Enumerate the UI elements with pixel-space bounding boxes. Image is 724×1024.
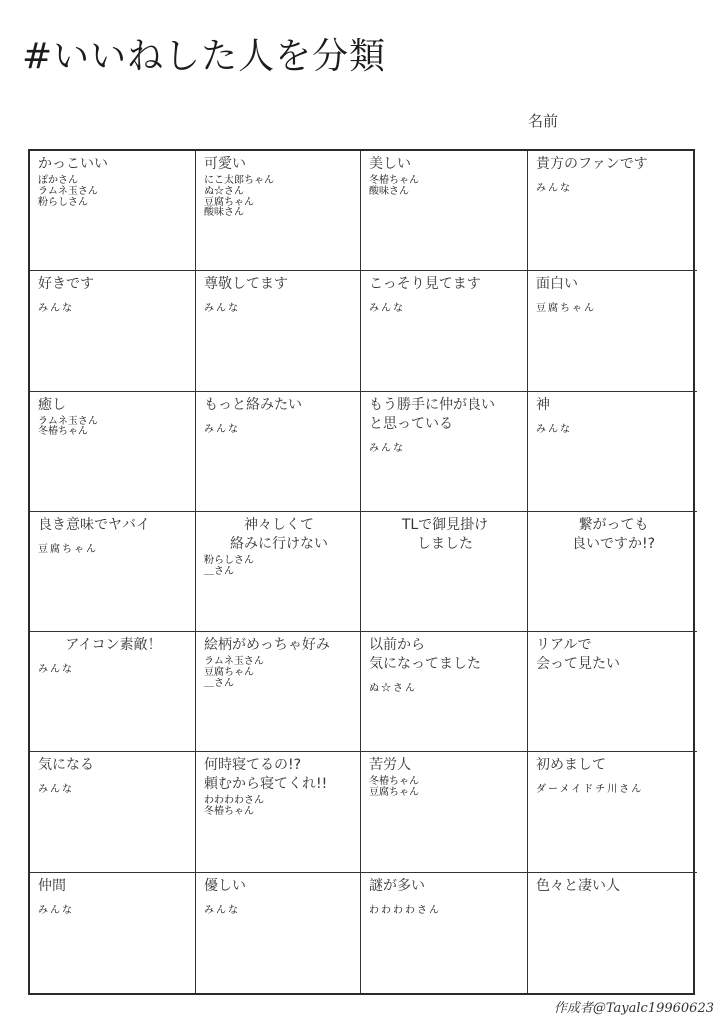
name-field-label: 名前 [528, 112, 559, 130]
category-label: 苦労人 [369, 757, 411, 774]
category-label: 良き意味でヤバイ [38, 516, 150, 533]
handwritten-name: わわわわさん [204, 795, 264, 807]
category-label: こっそり見てます [369, 276, 481, 293]
category-label: 絵柄がめっちゃ好み [204, 637, 330, 654]
handwritten-name: みんな [536, 183, 572, 194]
category-cell [528, 632, 697, 752]
name-list [369, 444, 521, 455]
category-label: 可愛い [204, 156, 246, 172]
category-label: TLで御見掛け しました [401, 516, 489, 552]
handwritten-name: みんな [204, 423, 240, 435]
category-cell [30, 392, 196, 512]
handwritten-name: 酸味さん [204, 207, 244, 219]
category-label: もっと絡みたい [204, 396, 302, 413]
handwritten-name: ラムネ玉さん [38, 185, 98, 197]
category-label: 気になる [38, 757, 94, 774]
category-label: 癒し [38, 396, 66, 413]
name-list [38, 906, 189, 917]
category-cell [528, 271, 697, 391]
name-list [38, 665, 189, 676]
category-label: 面白い [536, 276, 578, 293]
category-cell [528, 873, 697, 993]
classification-grid [28, 149, 695, 995]
name-list [369, 684, 521, 695]
handwritten-name: 豆腐ちゃん [369, 787, 419, 799]
name-list [38, 304, 189, 315]
category-cell [361, 392, 528, 512]
name-list [204, 796, 354, 818]
category-label: 謎が多い [369, 877, 425, 894]
creator-credit: 作成者@Tayalc19960623 [553, 1001, 714, 1016]
category-label: 何時寝てるの!? 頼むから寝てくれ!! [204, 757, 328, 793]
handwritten-name: みんな [38, 664, 74, 676]
handwritten-name: ラムネ玉さん [38, 415, 98, 427]
handwritten-name: わわわわさん [369, 904, 441, 916]
name-list [204, 906, 354, 917]
category-cell [361, 512, 528, 632]
name-list [38, 545, 189, 556]
category-label: 好きです [38, 276, 94, 293]
name-list [369, 176, 521, 198]
category-cell [196, 752, 361, 872]
handwritten-name: 粉らしさん [204, 554, 254, 566]
category-cell [528, 392, 697, 512]
category-cell [30, 752, 196, 872]
category-label: アイコン素敵！ [65, 637, 162, 654]
category-cell [196, 392, 361, 512]
category-cell [361, 151, 528, 271]
category-cell [196, 271, 361, 391]
handwritten-name: 冬椿ちゃん [38, 426, 88, 438]
handwritten-name: ぽかさん [38, 175, 78, 186]
handwritten-name: ぬ☆さん [204, 185, 244, 197]
category-cell [528, 151, 697, 271]
category-cell [528, 752, 697, 872]
category-cell [30, 271, 196, 391]
category-label: もう勝手に仲が良い と思っている [369, 396, 495, 432]
name-list [369, 304, 521, 315]
category-cell [30, 632, 196, 752]
handwritten-name: みんな [369, 442, 405, 454]
handwritten-name: 酸味さん [369, 185, 409, 197]
handwritten-name: ＿さん [204, 677, 234, 689]
category-cell [30, 151, 196, 271]
name-list [204, 556, 354, 578]
name-list [204, 657, 354, 689]
category-label: リアルで 会って見たい [536, 637, 620, 673]
handwritten-name: 豆腐ちゃん [38, 543, 98, 555]
category-cell [528, 512, 697, 632]
name-list [536, 184, 691, 195]
category-label: 仲間 [38, 877, 66, 894]
category-label: 尊敬してます [204, 276, 288, 293]
name-list [38, 176, 189, 208]
handwritten-name: みんな [38, 784, 74, 796]
name-list [204, 176, 354, 219]
handwritten-name: 冬椿ちゃん [369, 776, 419, 788]
category-label: 優しい [204, 877, 246, 894]
category-label: 美しい [369, 156, 411, 172]
name-list [38, 417, 189, 439]
category-cell [361, 752, 528, 872]
category-label: かっこいい [38, 156, 108, 172]
handwritten-name: ぬ☆さん [369, 683, 417, 695]
handwritten-name: みんな [204, 303, 240, 315]
handwritten-name: ラムネ玉さん [204, 656, 264, 668]
name-list [38, 785, 189, 796]
name-list [369, 777, 521, 799]
category-label: 初めまして [536, 757, 606, 774]
category-cell [30, 873, 196, 993]
category-label: 以前から 気になってました [369, 637, 481, 673]
handwritten-name: みんな [38, 303, 74, 315]
category-cell [361, 632, 528, 752]
category-label: 神 [536, 396, 550, 413]
handwritten-name: 粉らしさん [38, 196, 88, 208]
category-cell [196, 632, 361, 752]
name-list [536, 785, 691, 796]
name-list [536, 304, 691, 315]
category-label: 貴方のファンです [536, 156, 648, 172]
category-label: 色々と凄い人 [536, 877, 620, 894]
handwritten-name: みんな [536, 423, 572, 435]
category-cell [30, 512, 196, 632]
handwritten-name: みんな [204, 904, 240, 916]
name-list [204, 425, 354, 436]
category-label: 神々しくて 絡みに行けない [230, 516, 328, 552]
handwritten-name: にこ太郎ちゃん [204, 175, 274, 186]
handwritten-name: ダーメイドチ川さん [536, 784, 644, 796]
category-cell [361, 271, 528, 391]
handwritten-name: 冬椿ちゃん [369, 175, 419, 186]
name-list [369, 906, 521, 917]
category-cell [196, 151, 361, 271]
handwritten-name: 豆腐ちゃん [204, 666, 254, 678]
handwritten-name: みんな [369, 303, 405, 315]
category-label: 繋がっても 良いですか!? [571, 516, 656, 552]
category-cell [196, 512, 361, 632]
name-list [536, 425, 691, 436]
page-title: #いいねした人を分類 [22, 36, 387, 77]
handwritten-name: 冬椿ちゃん [204, 806, 254, 818]
handwritten-name: みんな [38, 904, 74, 916]
handwritten-name: ＿さん [204, 565, 234, 577]
name-list [204, 304, 354, 315]
handwritten-name: 豆腐ちゃん [204, 196, 254, 208]
handwritten-name: 豆腐ちゃん [536, 303, 596, 315]
category-cell [361, 873, 528, 993]
category-cell [196, 873, 361, 993]
